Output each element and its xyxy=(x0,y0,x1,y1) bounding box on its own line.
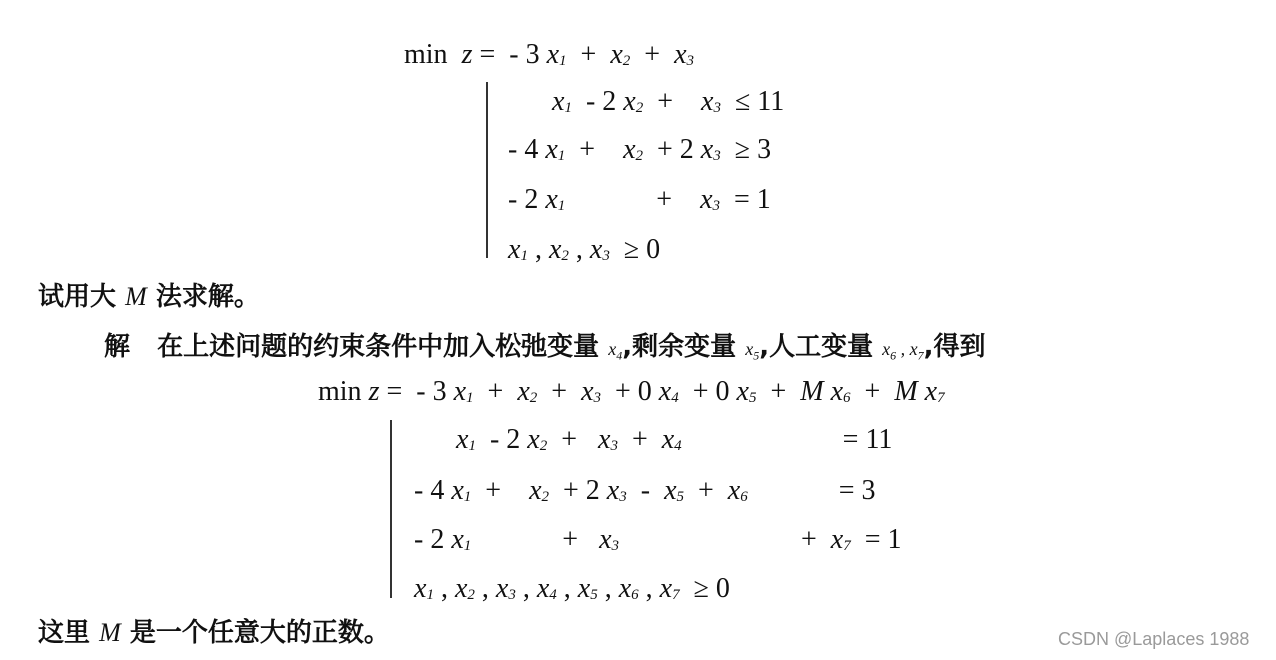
transformed-brace xyxy=(390,420,392,598)
solution-intro: 解 在上述问题的约束条件中加入松弛变量 $x_4$,剩余变量 $x_5$,人工变量 $x_6$ , $x_7$,得到 xyxy=(104,332,986,363)
problem-constraint-2: - 4 x1 + x2 + 2 x3 ≥ 3 xyxy=(508,134,772,165)
problem-constraint-1: x1 - 2 x2 + x3 ≤ 11 xyxy=(552,86,785,117)
transformed-objective: min z = - 3 x1 + x2 + x3 + 0 x4 + 0 x5 + M x6 + M x7 xyxy=(318,376,945,407)
problem-brace xyxy=(486,82,488,258)
transformed-constraint-1: x1 - 2 x2 + x3 + x4 = 11 xyxy=(456,424,893,455)
note-line: 这里 M 是一个任意大的正数。 xyxy=(38,618,390,648)
watermark: CSDN @Laplaces 1988 xyxy=(1058,629,1250,649)
problem-objective: min z = - 3 x1 + x2 + x3 xyxy=(404,39,694,70)
transformed-constraint-3: - 2 x1 + x3 + x7 = 1 xyxy=(414,524,902,555)
problem-constraint-4: x1 , x2 , x3 ≥ 0 xyxy=(508,234,661,265)
prompt-line: 试用大 M 法求解。 xyxy=(38,282,260,312)
transformed-constraint-4: x1 , x2 , x3 , x4 , x5 , x6 , x7 ≥ 0 xyxy=(414,573,730,604)
problem-constraint-3: - 2 x1 + x3 = 1 xyxy=(508,184,771,215)
transformed-constraint-2: - 4 x1 + x2 + 2 x3 - x5 + x6 = 3 xyxy=(414,475,876,506)
solution-label: 解 xyxy=(104,332,131,362)
